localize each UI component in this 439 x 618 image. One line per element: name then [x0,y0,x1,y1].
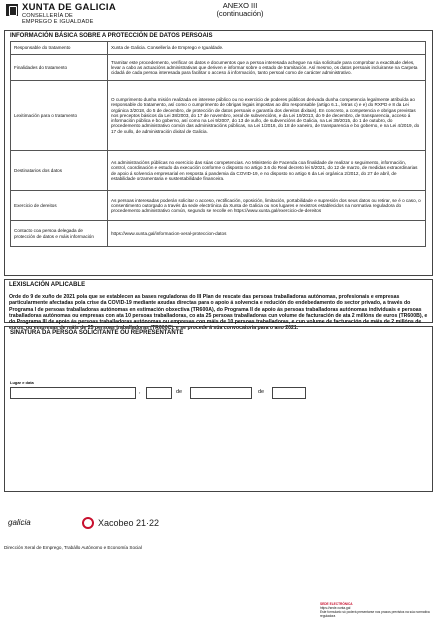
legislation-text: Orde do 9 de xuño de 2021 pola que se establecen as bases reguladoras do III Plan de rescate das persoas traballadoras autónomas, profesionais e empresas particularmente afectadas pola crise da COVID-19 mediante axudas directas para o apoio á solvencia e redución do endebedamento do sector privado, a través do Programa I de persoas traballadoras autónomas en estimación obxectiva (TR600A), do Programa II de apoio ás persoas traballadoras autónomas individuais e persoas traballadoras autónomas ou empresas con ata 10 persoas traballadoras, co ata 25 persoas traballadoras cun volume de facturación de ata 2 millóns de euros (TR600B), e do Programa III de apoio ás persoas traballadoras autónomas ou empresas con máis de 10 persoas traballadoras, e cun volume de facturación de máis de 2 millóns de euros, ou empresas de máis de 25 persoas traballadoras (TR600C), e se procede á súa convocatoria para o ano 2021. [9,294,428,332]
row-value: Xunta de Galicia. Consellería de Emprego e Igualdade. [108,42,426,55]
org-subtitle-line-1: CONSELLERÍA DE [22,13,73,19]
table-row [11,81,426,151]
row-key: Responsable do tratamento [11,42,108,55]
month-field[interactable] [190,387,252,399]
org-subtitle-line-2: EMPREGO E IGUALDADE [22,19,94,26]
annex-title-main: ANEXO III [222,1,258,10]
comma-separator: , [139,389,141,395]
year-field[interactable] [272,387,306,399]
row-value: As persoas interesadas poderán solicitar o acceso, rectificación, oposición, limitación, portabilidade e supresión dos seus datos ou retirar, se é o caso, o consentimento outorgado a través da sede electrónica da Xunta de Galicia ou nos lugares e rexistros establecidos na normativa reguladora do procedemento administrativo común, segundo se recolle en https://www.xunta.gal/exercicio-de-dereitos [108,191,426,221]
day-field[interactable] [146,387,172,399]
galicia-logo: galicia [8,518,31,527]
sede-url[interactable]: https://sede.xunta.gal [320,606,351,610]
row-value: As administracións públicas no exercicio das súas competencias. Ao Ministerio de Facenda coa finalidade de realizar o seguimento, información, control, coordinación e estudo da execución conforme o disposto no artigo 3.6 do Real decreto lei 5/2021, do 12 de marzo, de medidas extraordinarias de apoio á solvencia empresarial en resposta á pandemia da COVID-19, e no disposto no artigo 6 da Lei orgánica 2/2012, do 27 de abril, de estabilidade orzamentaria e sustentabilidade financeira. [108,151,426,191]
table-row [11,221,426,247]
sede-footer [320,602,435,618]
xacobeo-logo: Xacobeo 21·22 [98,518,160,528]
annex-title [210,2,270,18]
org-title: XUNTA DE GALICIA [22,2,116,13]
org-subtitle [22,13,94,26]
row-key: Finalidades do tratamento [11,55,108,81]
row-value: Tramitar este procedemento, verificar os datos e documentos que a persoa interesada achegue na súa solicitude para comprobar a exactitude deles, levar a cabo as actuacións administrativas que deriven e informar sobre o estado de tramitación. Así mesmo, os datos persoais incluiranse na Carpeta cidadá de cada persoa interesada para facilitar o acceso á información, tanto persoal como de carácter administrativo. [108,55,426,81]
issuing-directorate: Dirección Xeral de Emprego, Trabállo Autónomo e Economía Social [4,545,142,550]
table-row [11,55,426,81]
row-key: Contacto coa persoa delegada de protección de datos e máis información [11,221,108,247]
place-date-label: Lugar e data [10,380,34,385]
de-separator-2: de [258,389,265,395]
row-value: O cumprimento dunha misión realizada en interese público ou no exercicio de poderes públicos derivada dunha competencia legalmente atribuída ao responsable do tratamento, así como o cumprimento de obrigas legais impostas ao dito responsable (artigo 6.1., letras c) e e) do RXPD e 8 da Lei orgánica 3/2018, do 5 de decembro, de protección de datos persoais e garantía dos dereitos dixitais). En concreto, a competencia e obrigas previstas nos preceptos básicos da Lei 38/2003, do 17 de novembro, xeral de subvencións, e da Lei 19/2013, do 9 de decembro, de transparencia, acceso á información pública e bo goberno, así como na Lei 9/2007, do 13 de xuño, de subvencións de Galicia, na Lei 39/2015, do 1 de outubro, do procedemento administrativo común das administracións públicas, na Lei 1/2016, do 18 de xaneiro, de transparencia e bo goberno, e na Lei 4/2019, do 17 de xullo, de administración dixital de Galicia. [108,81,426,151]
sede-label: SEDE ELECTRÓNICA [320,602,353,606]
xunta-logo-icon [6,4,18,16]
row-value: https://www.xunta.gal/informacion-xeral-proteccion-datos [108,221,426,247]
de-separator-1: de [176,389,183,395]
data-protection-heading: INFORMACIÓN BÁSICA SOBRE A PROTECCIÓN DE DATOS PERSOAIS [10,33,213,39]
annex-title-sub: (continuación) [216,9,264,18]
signature-heading: SINATURA DA PERSOA SOLICITANTE OU REPRESENTANTE [10,330,184,336]
row-key: Exercicio de dereitos [11,191,108,221]
row-key: Destinatarios dos datos [11,151,108,191]
place-field[interactable] [10,387,136,399]
signature-section [4,326,433,492]
table-row [11,42,426,55]
table-row [11,151,426,191]
data-protection-table [10,41,426,247]
xacobeo-logo-icon [82,517,94,529]
table-row [11,191,426,221]
row-key: Lexitimación para o tratamento [11,81,108,151]
legislation-heading: LEXISLACIÓN APLICABLE [9,282,86,288]
sede-note: Este formulario só poderá presentarse nos prazos previstos na súa normativa reguladora [320,610,430,618]
